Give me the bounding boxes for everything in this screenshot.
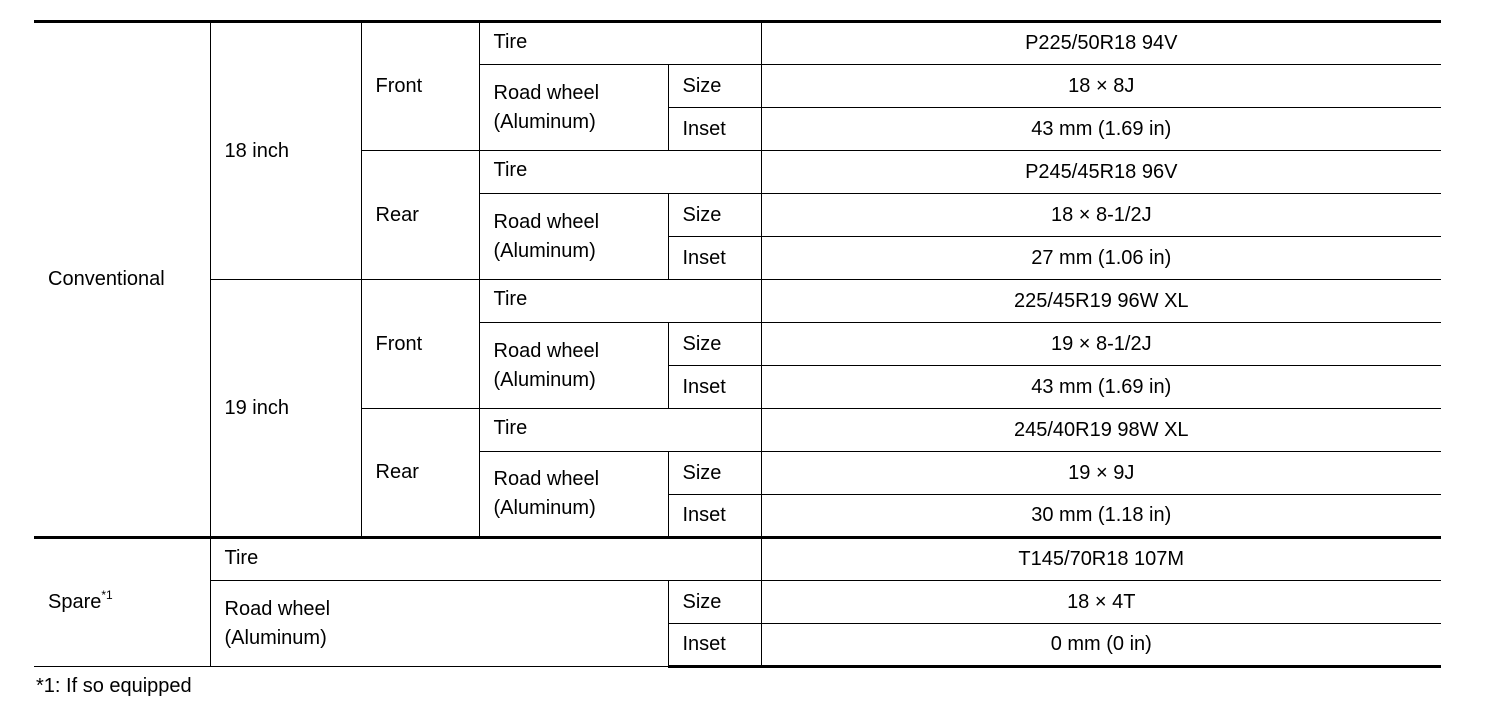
spare-label-text: Spare bbox=[48, 591, 102, 613]
size-label: Size bbox=[668, 65, 761, 108]
tire-label: Tire bbox=[479, 151, 761, 194]
table-row bbox=[34, 280, 1441, 323]
road-wheel-line1: Road wheel bbox=[493, 81, 600, 104]
inset-value: 43 mm (1.69 in) bbox=[761, 108, 1441, 151]
inset-label: Inset bbox=[668, 624, 761, 667]
size-value: 18 × 8-1/2J bbox=[761, 194, 1441, 237]
size-label: Size bbox=[668, 581, 761, 624]
position-rear-label: Rear bbox=[361, 151, 479, 280]
road-wheel-label bbox=[479, 194, 668, 280]
tire-label: Tire bbox=[210, 538, 761, 581]
size-value: 18 × 8J bbox=[761, 65, 1441, 108]
road-wheel-line1: Road wheel bbox=[493, 339, 600, 362]
table-row bbox=[34, 538, 1441, 581]
table-row bbox=[34, 22, 1441, 65]
inset-value: 30 mm (1.18 in) bbox=[761, 495, 1441, 538]
inset-label: Inset bbox=[668, 237, 761, 280]
tire-value: 245/40R19 98W XL bbox=[761, 409, 1441, 452]
inset-label: Inset bbox=[668, 495, 761, 538]
road-wheel-label bbox=[210, 581, 668, 667]
road-wheel-line2: (Aluminum) bbox=[493, 239, 596, 262]
road-wheel-line1: Road wheel bbox=[493, 210, 600, 233]
tire-label: Tire bbox=[479, 280, 761, 323]
table-row bbox=[34, 581, 1441, 624]
tire-value: P245/45R18 96V bbox=[761, 151, 1441, 194]
road-wheel-line1: Road wheel bbox=[493, 468, 600, 490]
size-value: 19 × 8-1/2J bbox=[761, 323, 1441, 366]
footnote: *1: If so equipped bbox=[36, 675, 192, 697]
inset-label: Inset bbox=[668, 366, 761, 409]
road-wheel-label bbox=[479, 323, 668, 409]
inset-value: 43 mm (1.69 in) bbox=[761, 366, 1441, 409]
size-value: 19 × 9J bbox=[761, 452, 1441, 495]
position-front-label: Front bbox=[361, 22, 479, 151]
position-front-label: Front bbox=[361, 280, 479, 409]
spare-label bbox=[34, 538, 210, 667]
tire-value: T145/70R18 107M bbox=[761, 538, 1441, 581]
size-label: Size bbox=[668, 452, 761, 495]
tire-label: Tire bbox=[479, 22, 761, 65]
road-wheel-line2: (Aluminum) bbox=[224, 626, 327, 649]
road-wheel-label bbox=[479, 65, 668, 151]
tire-value: 225/45R19 96W XL bbox=[761, 280, 1441, 323]
size-label: Size bbox=[668, 323, 761, 366]
spare-footnote-mark: *1 bbox=[101, 588, 113, 602]
road-wheel-label bbox=[479, 452, 668, 538]
position-rear-label: Rear bbox=[361, 409, 479, 538]
inset-label: Inset bbox=[668, 108, 761, 151]
inset-value: 27 mm (1.06 in) bbox=[761, 237, 1441, 280]
tire-value: P225/50R18 94V bbox=[761, 22, 1441, 65]
conventional-label: Conventional bbox=[34, 22, 210, 538]
tire-wheel-spec-table bbox=[34, 20, 1441, 668]
road-wheel-line2: (Aluminum) bbox=[493, 110, 596, 133]
size-18-inch-label: 18 inch bbox=[210, 22, 361, 280]
size-19-inch-label: 19 inch bbox=[210, 280, 361, 538]
road-wheel-line2: (Aluminum) bbox=[493, 368, 596, 391]
inset-value: 0 mm (0 in) bbox=[761, 624, 1441, 667]
size-value: 18 × 4T bbox=[761, 581, 1441, 624]
road-wheel-line2: (Aluminum) bbox=[493, 497, 596, 519]
size-label: Size bbox=[668, 194, 761, 237]
road-wheel-line1: Road wheel bbox=[224, 597, 331, 620]
tire-label: Tire bbox=[479, 409, 761, 452]
